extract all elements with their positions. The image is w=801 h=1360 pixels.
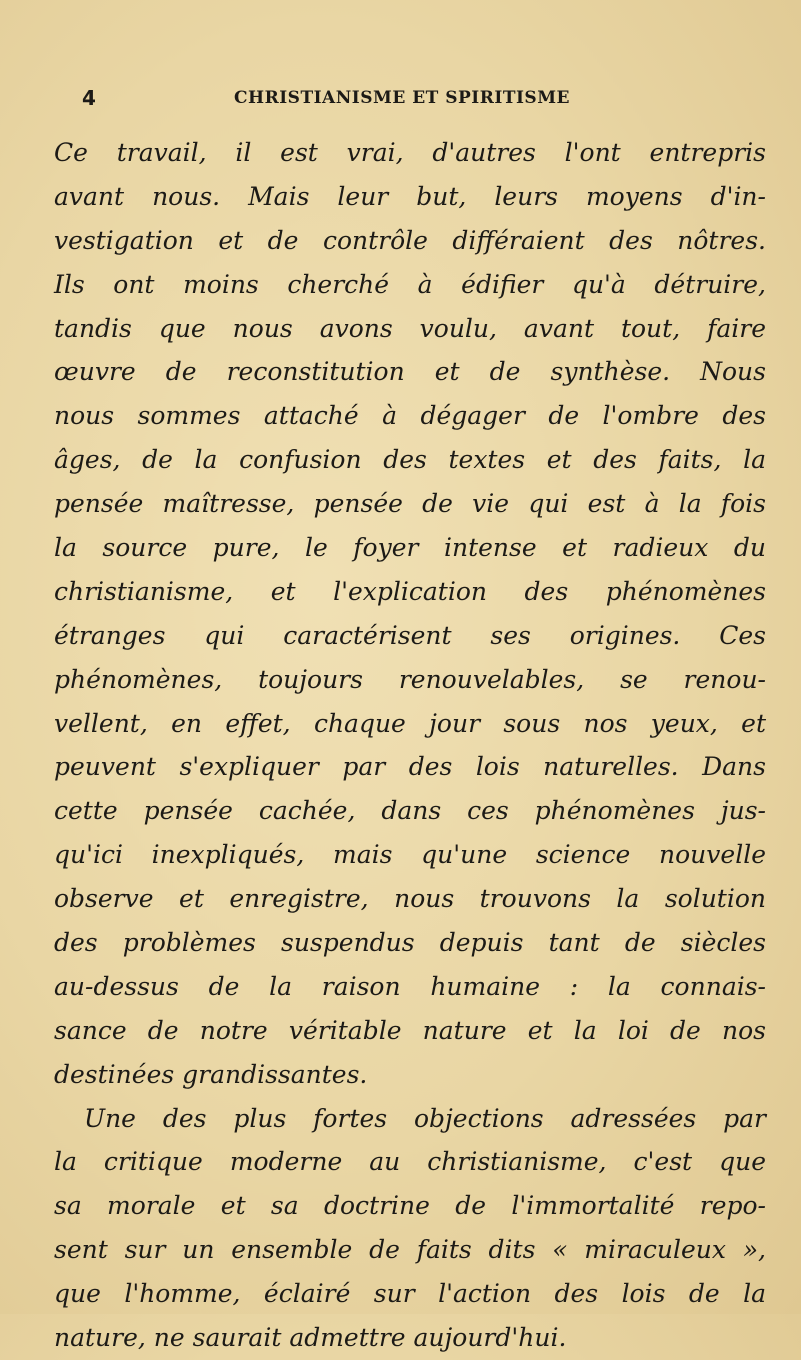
page-header <box>82 86 771 116</box>
text-line: sent sur un ensemble de faits dits « miraculeux », <box>54 1235 766 1265</box>
text-line: pensée maîtresse, pensée de vie qui est à la fois <box>54 489 766 519</box>
page-number: 4 <box>82 86 96 110</box>
text-line: la critique moderne au christianisme, c'est que <box>54 1147 766 1177</box>
text-line: Ce travail, il est vrai, d'autres l'ont entrepris <box>54 138 766 167</box>
text-line-paragraph-start: Une des plus fortes objections adressées par <box>84 1103 766 1133</box>
text-line: âges, de la confusion des textes et des faits, la <box>54 445 766 475</box>
text-line: qu'ici inexpliqués, mais qu'une science nouvelle <box>54 840 766 870</box>
text-line: Ils ont moins cherché à édifier qu'à détruire, <box>54 269 766 299</box>
text-line: des problèmes suspendus depuis tant de siècles <box>54 928 766 958</box>
text-line: phénomènes, toujours renouvelables, se renou- <box>54 664 766 694</box>
text-line: vellent, en effet, chaque jour sous nos yeux, et <box>54 708 766 738</box>
text-line: peuvent s'expliquer par des lois naturelles. Dans <box>54 752 766 782</box>
text-line: vestigation et de contrôle différaient des nôtres. <box>54 225 766 255</box>
text-line: cette pensée cachée, dans ces phénomènes jus- <box>54 796 766 826</box>
body-text <box>54 131 766 1360</box>
text-line-paragraph-end: nature, ne saurait admettre aujourd'hui. <box>54 1323 567 1353</box>
text-line: étranges qui caractérisent ses origines. Ces <box>54 620 766 650</box>
text-line: que l'homme, éclairé sur l'action des lois de la <box>54 1279 766 1309</box>
text-line: observe et enregistre, nous trouvons la solution <box>54 884 766 914</box>
text-line-paragraph-end: destinées grandissantes. <box>54 1059 368 1089</box>
text-line: sa morale et sa doctrine de l'immortalité repo- <box>54 1191 766 1221</box>
text-line: œuvre de reconstitution et de synthèse. Nous <box>54 357 766 387</box>
text-line: nous sommes attaché à dégager de l'ombre des <box>54 401 766 431</box>
text-line: christianisme, et l'explication des phénomènes <box>54 576 766 606</box>
text-line: sance de notre véritable nature et la loi de nos <box>54 1015 766 1045</box>
text-line: au-dessus de la raison humaine : la connais- <box>54 971 766 1001</box>
text-line: tandis que nous avons voulu, avant tout, faire <box>54 313 766 343</box>
text-line: avant nous. Mais leur but, leurs moyens d'in- <box>54 181 766 211</box>
text-line: la source pure, le foyer intense et radieux du <box>54 533 766 563</box>
running-title: CHRISTIANISME ET SPIRITISME <box>234 88 570 108</box>
